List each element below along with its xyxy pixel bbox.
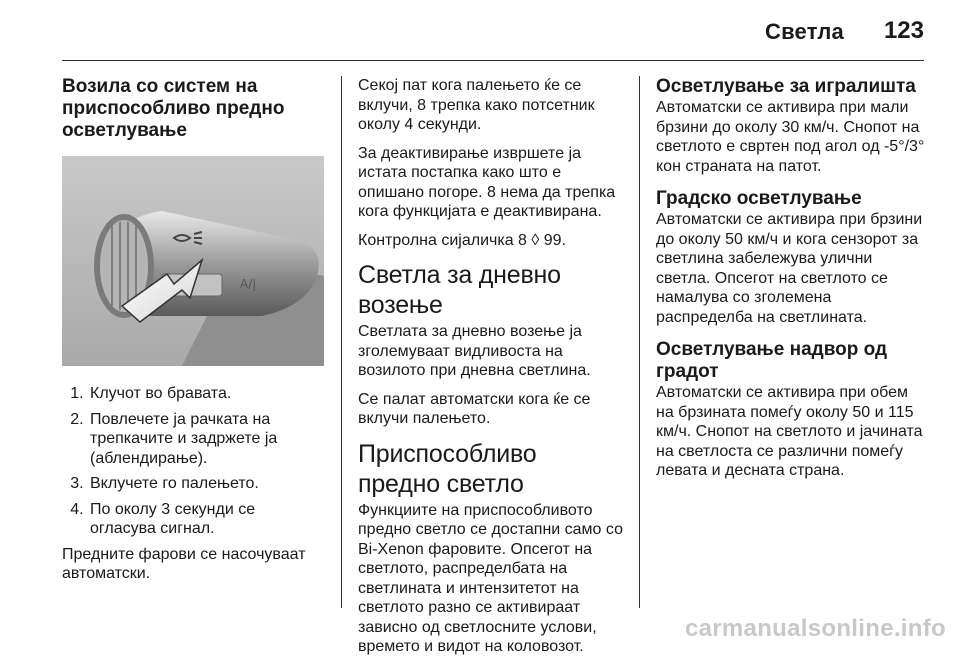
section-city-lighting: [656, 188, 926, 327]
column-divider-1: [341, 76, 342, 608]
section-playground-lighting: [656, 76, 926, 176]
heading-adaptive-vehicles: Возила со систем на приспособливо предно осветлување: [62, 76, 285, 141]
heading: Осветлување за игралишта: [656, 76, 916, 97]
section-rural-lighting: [656, 339, 926, 481]
heading-daytime-lights: Светла за дневно возење: [358, 261, 561, 319]
heading-adaptive-light: Приспособливо предно светло: [358, 439, 537, 498]
stalk-illustration: [62, 156, 324, 366]
heading: Градско осветлување: [656, 188, 862, 209]
procedure-steps: [62, 384, 324, 539]
paragraph: Контролна сијаличка 8 ◊ 99.: [358, 231, 566, 249]
paragraph: Функциите на приспособливото предно светло се достапни само со Bi-Xenon фаровите. Опсегот на светлото, распределбата на светлината и интензитетот на светлото разно се активираат зависно од светлосните услови, времето и видот на коловозот.: [358, 501, 623, 655]
paragraph: Секој пат кога палењето ќе се вклучи, 8 трепка како потсетник околу 4 секунди.: [358, 77, 595, 133]
column-3: [656, 76, 926, 493]
paragraph: Автоматски се активира при брзини до околу 50 км/ч и кога сензорот за светлина забележува улични светла. Опсегот на светлото се намалува со зголемена распределба на светлината.: [656, 211, 923, 326]
section-title: Светла: [765, 19, 844, 44]
paragraph: За деактивирање извршете ја истата постапка како што е опишано погоре. 8 нема да трепка кога функцијата е деактивирана.: [358, 144, 616, 220]
list-item: 3. Вклучете го палењето.: [88, 474, 324, 494]
turn-signal-stalk-icon: [62, 156, 324, 366]
heading: Осветлување надвор од градот: [656, 339, 888, 382]
paragraph: Се палат автоматски кога ќе се вклучи палењето.: [358, 390, 591, 427]
page-header: [62, 0, 924, 62]
paragraph: Предните фарови се насочуваат автоматски.: [62, 545, 306, 582]
column-divider-2: [639, 76, 640, 608]
column-2: [358, 76, 624, 666]
watermark: carmanualsonline.info: [684, 615, 946, 642]
column-1: [62, 76, 324, 593]
list-item: 4. По околу 3 секунди се огласува сигнал.: [88, 500, 324, 539]
list-item: 1. Клучот во бравата.: [88, 384, 324, 404]
page-number: 123: [883, 17, 924, 44]
paragraph: Автоматски се активира при мали брзини до околу 30 км/ч. Снопот на светлото е свртен под агол од -5°/3° кон страната на патот.: [656, 99, 925, 175]
paragraph: Автоматски се активира при обем на брзината помеѓу околу 50 и 115 км/ч. Снопот на светлото и јачината на светлоста се различни помеѓу левата и десната страна.: [656, 384, 923, 479]
paragraph: Светлата за дневно возење ја зголемуваат видливоста на возилото при дневна светлина.: [358, 323, 591, 379]
list-item: 2. Повлечете ја рачката на трепкачите и задржете ја (аблендирање).: [88, 410, 324, 469]
svg-text:A/|: A/|: [240, 277, 257, 291]
header-divider: [62, 60, 924, 61]
